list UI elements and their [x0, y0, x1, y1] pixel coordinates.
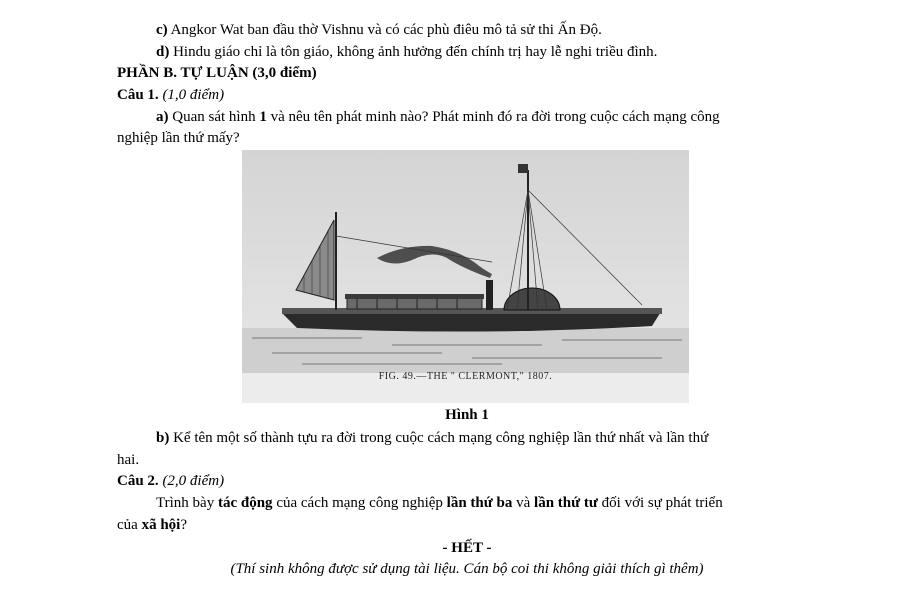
option-d-label: d) — [156, 44, 170, 60]
question-1-heading — [117, 86, 224, 104]
end-mark: - HẾT - — [442, 540, 492, 556]
question-1a-text-part1: Quan sát hình — [168, 109, 260, 125]
question-2-text: Trình bày — [156, 495, 218, 511]
question-2-emphasis: tác động — [217, 495, 273, 511]
question-1b-text: Kể tên một số thành tựu ra đời trong cuộc cách mạng công nghiệp lần thứ nhất và lần thứ — [169, 430, 709, 446]
question-2-emphasis: lần thứ tư — [534, 495, 598, 511]
steamboat-illustration — [242, 150, 689, 403]
question-1-label: Câu 1. — [117, 87, 159, 103]
question-1b-line2: hai. — [117, 452, 140, 468]
option-c-label: c) — [156, 22, 168, 38]
question-2-points: (2,0 điểm) — [158, 473, 225, 489]
option-d-text: Hindu giáo chỉ là tôn giáo, không ảnh hưởng đến chính trị hay lễ nghi triều đình. — [169, 44, 658, 60]
question-1a-label: a) — [156, 109, 169, 125]
question-2-text: đối với sự phát triển — [597, 495, 723, 511]
section-b-heading: PHẦN B. TỰ LUẬN (3,0 điểm) — [117, 65, 317, 81]
question-2-label: Câu 2. — [117, 473, 159, 489]
option-c-text: Angkor Wat ban đầu thờ Vishnu và có các phù điêu mô tả sử thi Ấn Độ. — [167, 22, 602, 38]
question-1b-line1 — [156, 429, 708, 447]
question-2-text: và — [512, 495, 535, 511]
question-1a-line1 — [156, 108, 720, 126]
question-1a-line2: nghiệp lần thứ mấy? — [117, 130, 240, 146]
question-2-text: ? — [180, 517, 188, 533]
question-1-points: (1,0 điểm) — [158, 87, 225, 103]
question-2-emphasis: xã hội — [141, 517, 181, 533]
question-2-text: của cách mạng công nghiệp — [272, 495, 447, 511]
option-d — [156, 43, 657, 61]
question-2-emphasis: lần thứ ba — [446, 495, 513, 511]
option-c — [156, 21, 602, 39]
question-1a-figure-number: 1 — [259, 109, 267, 125]
clermont-steamboat-drawing — [242, 150, 689, 403]
figure-caption: Hình 1 — [445, 407, 489, 423]
illustration-inner-caption: FIG. 49.—THE " CLERMONT," 1807. — [378, 371, 553, 382]
question-2-heading — [117, 472, 224, 490]
question-2-line1 — [156, 494, 723, 512]
footer-note: (Thí sinh không được sử dụng tài liệu. Cán bộ coi thi không giải thích gì thêm) — [230, 561, 704, 577]
question-2-text: của — [117, 517, 142, 533]
question-2-line2 — [117, 516, 187, 534]
question-1a-text-part2: và nêu tên phát minh nào? Phát minh đó ra đời trong cuộc cách mạng công — [266, 109, 720, 125]
question-1b-label: b) — [156, 430, 170, 446]
